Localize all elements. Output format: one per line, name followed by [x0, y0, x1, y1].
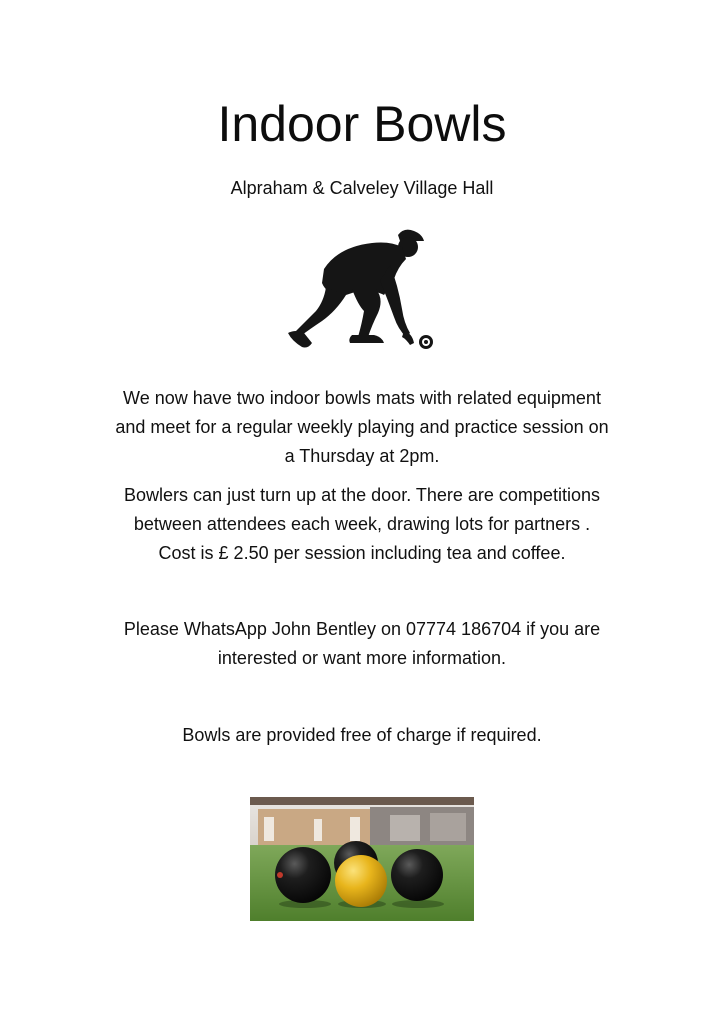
text-line: interested or want more information.: [217, 648, 507, 668]
venue-subtitle: Alpraham & Calveley Village Hall: [230, 178, 494, 198]
bowler-silhouette-icon: [286, 225, 436, 360]
text-line: Please WhatsApp John Bentley on 07774 186704 if you are: [123, 619, 601, 639]
text-line: between attendees each week, drawing lots for partners .: [133, 514, 591, 534]
poster-title: Indoor Bowls: [217, 96, 507, 152]
paragraph-sessions: [60, 384, 664, 471]
text-line: and meet for a regular weekly playing and practice session on: [115, 417, 609, 437]
text-line: We now have two indoor bowls mats with related equipment: [123, 388, 601, 408]
text-line: a Thursday at 2pm.: [284, 446, 440, 466]
text-line: Cost is £ 2.50 per session including tea and coffee.: [158, 543, 566, 563]
text-line: Bowlers can just turn up at the door. There are competitions: [124, 485, 600, 505]
paragraph-contact: [60, 615, 664, 673]
bowls-on-grass-photo: [250, 797, 474, 921]
paragraph-competitions: [60, 481, 664, 568]
paragraph-bowls-provided: Bowls are provided free of charge if required.: [182, 725, 542, 745]
